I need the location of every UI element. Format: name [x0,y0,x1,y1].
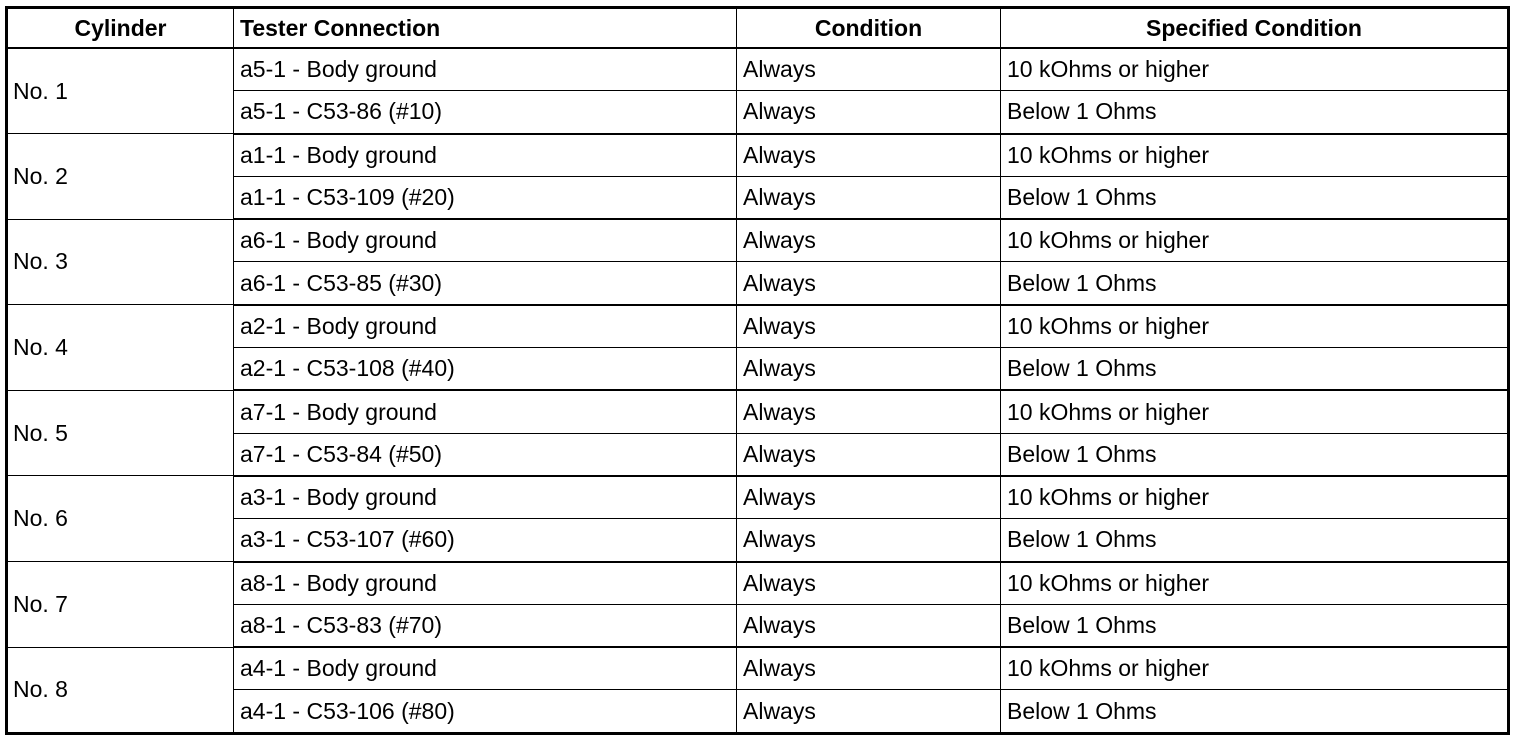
tester-connection-cell: a3-1 - C53-107 (#60) [234,519,737,562]
specified-condition-cell: 10 kOhms or higher [1001,647,1509,690]
cylinder-cell: No. 3 [7,219,234,305]
table-body [7,48,1509,733]
cylinder-cell: No. 8 [7,647,234,733]
cylinder-cell: No. 6 [7,476,234,562]
specified-condition-cell: Below 1 Ohms [1001,91,1509,134]
condition-cell: Always [737,48,1001,91]
tester-connection-cell: a5-1 - Body ground [234,48,737,91]
specified-condition-cell: Below 1 Ohms [1001,262,1509,305]
header-condition: Condition [737,8,1001,49]
specified-condition-cell: Below 1 Ohms [1001,519,1509,562]
condition-cell: Always [737,390,1001,433]
condition-cell: Always [737,262,1001,305]
tester-connection-cell: a5-1 - C53-86 (#10) [234,91,737,134]
tester-connection-cell: a8-1 - Body ground [234,562,737,605]
header-tester-connection: Tester Connection [234,8,737,49]
condition-cell: Always [737,176,1001,219]
cylinder-cell: No. 4 [7,305,234,391]
table-row [7,305,1509,348]
condition-cell: Always [737,647,1001,690]
cylinder-cell: No. 7 [7,562,234,648]
table-row [7,647,1509,690]
condition-cell: Always [737,219,1001,262]
specified-condition-cell: 10 kOhms or higher [1001,219,1509,262]
specified-condition-cell: 10 kOhms or higher [1001,562,1509,605]
tester-connection-cell: a3-1 - Body ground [234,476,737,519]
tester-connection-cell: a6-1 - Body ground [234,219,737,262]
condition-cell: Always [737,562,1001,605]
condition-cell: Always [737,348,1001,391]
specified-condition-cell: Below 1 Ohms [1001,176,1509,219]
condition-cell: Always [737,604,1001,647]
specified-condition-cell: 10 kOhms or higher [1001,476,1509,519]
tester-connection-cell: a8-1 - C53-83 (#70) [234,604,737,647]
tester-connection-cell: a4-1 - C53-106 (#80) [234,690,737,733]
table-row [7,390,1509,433]
condition-cell: Always [737,134,1001,177]
tester-connection-cell: a1-1 - Body ground [234,134,737,177]
tester-connection-cell: a2-1 - C53-108 (#40) [234,348,737,391]
header-specified-condition: Specified Condition [1001,8,1509,49]
cylinder-cell: No. 2 [7,134,234,220]
condition-cell: Always [737,519,1001,562]
specified-condition-cell: Below 1 Ohms [1001,604,1509,647]
cylinder-cell: No. 1 [7,48,234,134]
specified-condition-cell: Below 1 Ohms [1001,690,1509,733]
tester-connection-cell: a6-1 - C53-85 (#30) [234,262,737,305]
condition-cell: Always [737,433,1001,476]
specified-condition-cell: 10 kOhms or higher [1001,134,1509,177]
condition-cell: Always [737,305,1001,348]
header-cylinder: Cylinder [7,8,234,49]
table-row [7,476,1509,519]
specified-condition-cell: 10 kOhms or higher [1001,390,1509,433]
specified-condition-cell: 10 kOhms or higher [1001,305,1509,348]
tester-connection-cell: a1-1 - C53-109 (#20) [234,176,737,219]
table-row [7,48,1509,91]
table-row [7,219,1509,262]
cylinder-cell: No. 5 [7,390,234,476]
tester-connection-cell: a7-1 - C53-84 (#50) [234,433,737,476]
table-row [7,134,1509,177]
specified-condition-cell: Below 1 Ohms [1001,348,1509,391]
specified-condition-cell: Below 1 Ohms [1001,433,1509,476]
table-row [7,562,1509,605]
condition-cell: Always [737,91,1001,134]
tester-connection-cell: a2-1 - Body ground [234,305,737,348]
table-header-row [7,8,1509,49]
specified-condition-cell: 10 kOhms or higher [1001,48,1509,91]
tester-connection-cell: a4-1 - Body ground [234,647,737,690]
condition-cell: Always [737,690,1001,733]
condition-cell: Always [737,476,1001,519]
tester-connection-cell: a7-1 - Body ground [234,390,737,433]
inspection-table [5,6,1510,735]
